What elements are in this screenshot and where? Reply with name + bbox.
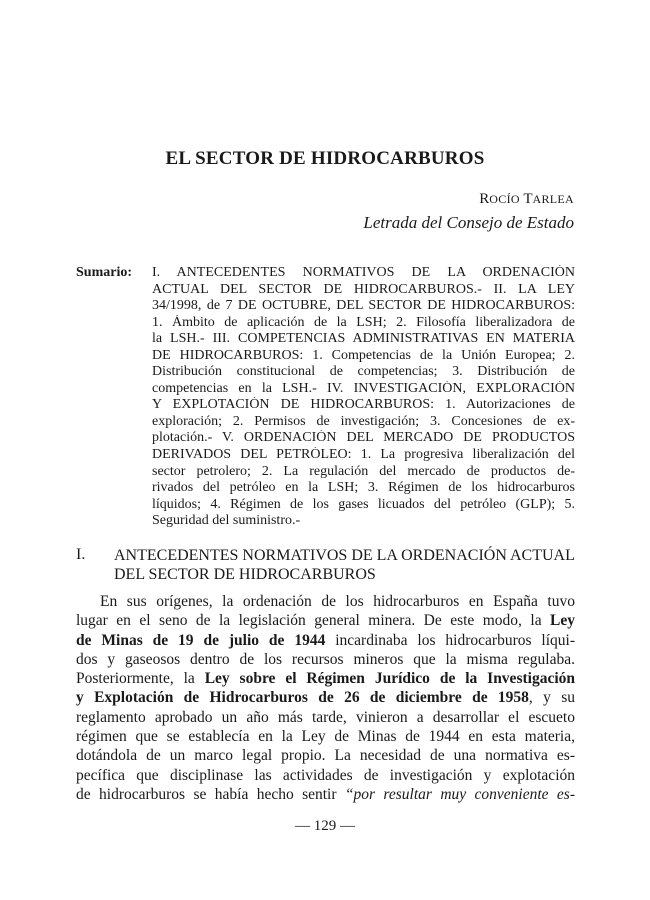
author-first-rest: OCÍO [489,192,520,206]
body-line [76,631,575,650]
body-line: régimen que se establecía en la Ley de Minas de 1944 en esta materia, [76,728,575,746]
section-heading [114,546,575,584]
body-line: dos y gaseosos dentro de los recursos mineros que la misma regulaba. [76,650,575,668]
italic-quote: “por resultar muy conveniente es- [344,785,575,803]
section-number: I. [76,546,86,563]
body-line [76,669,575,688]
body-text: Posteriormente, la [76,670,205,688]
body-line: reglamento aprobado un año más tarde, vinieron a desarrollar el escueto [76,708,575,726]
sumario-line: 34/1998, de 7 DE OCTUBRE, DEL SECTOR DE HIDROCARBUROS: [152,298,575,314]
body-text: incardinaba los hidrocarburos líqui- [325,631,575,649]
author-name [479,191,574,208]
page-title: EL SECTOR DE HIDROCARBUROS [165,148,485,169]
page-number: — 129 — [295,818,355,834]
body-text: de hidrocarburos se había hecho sentir [76,785,345,803]
body-line: En sus orígenes, la ordenación de los hidrocarburos en España tuvo [100,593,575,610]
author-last-initial: T [523,191,533,207]
sumario-line: exploración; 2. Permisos de investigación; 3. Concesiones de ex- [152,413,575,429]
bold-reference: de Minas de 19 de julio de 1944 [76,631,326,649]
sumario-line: líquidos; 4. Régimen de los gases licuados del petróleo (GLP); 5. [152,496,575,512]
sumario-text [152,265,575,530]
sumario-line: competencias en la LSH.- IV. INVESTIGACIÓN, EXPLORACIÓN [152,380,575,396]
sumario-line: Y EXPLOTACIÓN DE HIDROCARBUROS: 1. Autorizaciones de [152,397,575,413]
body-line [76,611,575,630]
sumario-line: DE HIDROCARBUROS: 1. Competencias de la Unión Europea; 2. [152,347,575,363]
body-line: dotándola de un marco legal propio. La necesidad de una normativa es- [76,747,575,765]
section-heading-line: DEL SECTOR DE HIDROCARBUROS [114,566,376,583]
sumario-line: ACTUAL DEL SECTOR DE HIDROCARBUROS.- II. LA LEY [152,281,575,297]
sumario-line: plotación.- V. ORDENACIÓN DEL MERCADO DE PRODUCTOS [152,430,575,446]
sumario-line: I. ANTECEDENTES NORMATIVOS DE LA ORDENACIÓN [152,265,575,280]
sumario-line: Seguridad del suministro.- [152,513,301,529]
bold-reference: Ley sobre el Régimen Jurídico de la Investigación [204,670,575,688]
body-line: pecífica que disciplinase las actividades de investigación y explotación [76,766,575,784]
body-line [76,785,575,804]
body-text: lugar en el seno de la legislación general minera. De este modo, la [76,612,542,630]
sumario-line: 1. Ámbito de aplicación de la LSH; 2. Filosofía liberalizadora de [152,314,575,330]
sumario-line: DERIVADOS DEL PETRÓLEO: 1. La progresiva liberalización del [152,447,575,463]
section-heading-line: ANTECEDENTES NORMATIVOS DE LA ORDENACIÓN ACTUAL [114,547,575,564]
author-last-rest: ARLEA [532,192,574,206]
body-line [76,688,575,707]
sumario-line: rivados del petróleo en la LSH; 3. Régimen de los hidrocarburos [152,480,575,496]
author-affiliation: Letrada del Consejo de Estado [363,213,574,232]
bold-reference: Ley [550,612,575,630]
body-paragraph [76,592,575,804]
author-first-initial: R [479,191,490,207]
sumario-line: sector petrolero; 2. La regulación del mercado de productos de- [152,463,575,479]
body-text: , y su [528,689,575,707]
sumario-label: Sumario: [76,265,132,280]
sumario-line: la LSH.- III. COMPETENCIAS ADMINISTRATIVAS EN MATERIA [152,331,575,347]
sumario-line: Distribución constitucional de competencias; 3. Distribución de [152,364,575,380]
bold-reference: y Explotación de Hidrocarburos de 26 de diciembre de 1958 [76,689,529,707]
